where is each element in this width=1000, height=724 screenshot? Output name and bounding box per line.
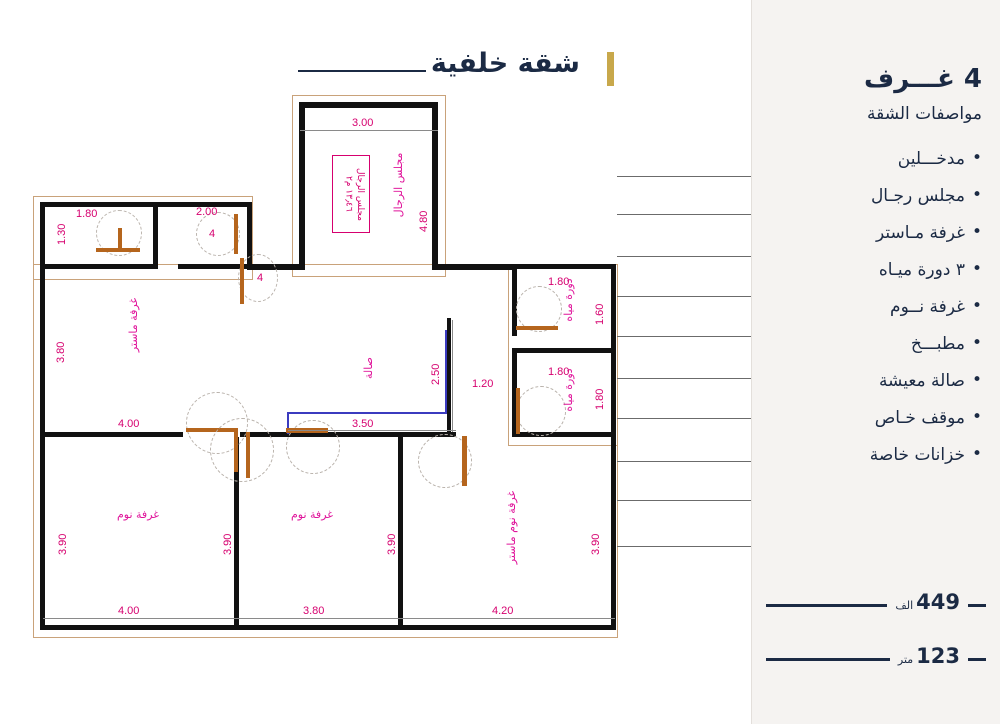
- dim-2-00: 2.00: [196, 206, 218, 218]
- wall-right-mid: [512, 348, 616, 353]
- bullet-icon: •: [971, 296, 982, 316]
- list-item: [767, 436, 982, 473]
- dim-3-00: 3.00: [352, 117, 374, 129]
- door-leaf-2: [234, 214, 238, 254]
- dimline-right-vert: [452, 320, 453, 432]
- list-item: [767, 140, 982, 177]
- room-label-bed3: غرفة نوم ماستر: [505, 490, 518, 565]
- door-arc-9: [516, 386, 566, 436]
- bullet-icon: •: [971, 370, 982, 390]
- room-label-majlis-box: مجلس الرجال ١٣٫٤٦ م٢: [332, 155, 370, 233]
- dim-3-90-c: 3.90: [386, 533, 398, 555]
- door-leaf-7: [462, 436, 467, 486]
- wall-left-room-divider: [40, 264, 158, 269]
- list-item-label: موقف خـاص: [874, 407, 965, 428]
- area-value: 123متر: [890, 644, 968, 668]
- dim-4-00-bottom: 4.00: [118, 605, 140, 617]
- bullet-icon: •: [971, 222, 982, 242]
- price-unit: الف: [895, 599, 914, 612]
- dim-1-80-right-vert: 1.80: [594, 388, 606, 410]
- dim-3-90-b: 3.90: [222, 533, 234, 555]
- dim-1-80-top: 1.80: [76, 208, 98, 220]
- door-leaf-8: [516, 326, 558, 330]
- dim-4-80: 4.80: [418, 210, 430, 232]
- list-item-label: غرفة نــوم: [890, 296, 965, 317]
- dimline-top: [300, 130, 438, 131]
- dim-3-80-left: 3.80: [55, 341, 67, 363]
- wall-mid-horizontal4: [512, 432, 616, 437]
- specs-subtitle: مواصفات الشقة: [866, 104, 982, 124]
- page-title: شقة خلفية: [430, 48, 580, 79]
- dim-1-80-right-mid: 1.80: [548, 366, 570, 378]
- bullet-icon: •: [971, 259, 982, 279]
- price-measure: [766, 588, 986, 622]
- list-item-label: مدخـــلين: [897, 148, 965, 169]
- list-item-label: صالة معيشة: [878, 370, 965, 391]
- dim-2-50: 2.50: [430, 363, 442, 385]
- dim-1-20: 1.20: [472, 378, 494, 390]
- list-item-label: مجلس رجـال: [870, 185, 965, 206]
- service-line-vertical2: [445, 330, 447, 414]
- list-item-label: غرفة مـاستر: [876, 222, 965, 243]
- dim-4-00-mid: 4.00: [118, 418, 140, 430]
- room-label-hall: صالة: [362, 357, 375, 379]
- wall-majlis-top: [299, 102, 438, 108]
- bullet-icon: •: [971, 333, 982, 353]
- list-item: [767, 288, 982, 325]
- wall-mid-horizontal: [40, 432, 183, 437]
- area-unit: متر: [897, 653, 914, 666]
- dimline-bottom: [43, 618, 615, 619]
- wall-center-vert: [447, 318, 451, 434]
- list-item: [767, 399, 982, 436]
- dimline-mid: [288, 430, 456, 431]
- room-label-majlis: مجلس الرجال: [392, 152, 405, 218]
- rooms-count-title: 4 غـــرف: [864, 64, 982, 94]
- door-leaf-1b: [118, 228, 122, 252]
- list-item-label: مطبـــخ: [910, 333, 965, 354]
- specs-panel: [751, 0, 1000, 724]
- room-label-wc1: دورة مياه: [562, 278, 575, 322]
- door-leaf-9: [516, 388, 520, 434]
- door-arc-5: [210, 418, 274, 482]
- dim-4-a: 4: [209, 228, 216, 240]
- dim-3-50: 3.50: [352, 418, 374, 430]
- list-item-label: خزانات خاصة: [869, 444, 965, 465]
- wall-bottom-div2: [398, 437, 403, 630]
- dim-3-90-a: 3.90: [57, 533, 69, 555]
- list-item: [767, 177, 982, 214]
- dim-1-80-right-top: 1.80: [548, 276, 570, 288]
- list-item: [767, 214, 982, 251]
- wall-right-outer: [611, 264, 616, 630]
- room-label-bed1: غرفة نوم: [116, 508, 160, 521]
- wall-left-top: [40, 202, 252, 207]
- area-measure: [766, 642, 986, 676]
- room-label-wc2: دورة مياه: [562, 368, 575, 412]
- list-item: [767, 362, 982, 399]
- bullet-icon: •: [971, 148, 982, 168]
- price-value: 449الف: [887, 590, 968, 614]
- bullet-icon: •: [971, 185, 982, 205]
- dim-4-20: 4.20: [492, 605, 514, 617]
- wall-majlis-bottom-right: [432, 264, 516, 270]
- wall-left-inner-vert: [153, 207, 158, 264]
- room-label-kitchen: غرفة ماستر: [127, 297, 140, 353]
- wall-majlis-right: [432, 102, 438, 270]
- wall-majlis-left: [299, 102, 305, 270]
- bullet-icon: •: [971, 407, 982, 427]
- dim-1-30: 1.30: [56, 223, 68, 245]
- dim-3-90-d: 3.90: [590, 533, 602, 555]
- dim-1-60: 1.60: [594, 303, 606, 325]
- list-item: [767, 325, 982, 362]
- dim-3-80-bottom: 3.80: [303, 605, 325, 617]
- bullet-icon: •: [971, 444, 982, 464]
- service-line-horizontal: [287, 412, 447, 414]
- dim-4-b: 4: [257, 272, 264, 284]
- list-item: [767, 251, 982, 288]
- room-label-bed2: غرفة نوم: [290, 508, 334, 521]
- wall-right-top: [512, 264, 616, 269]
- wall-bottom-outer: [40, 625, 616, 630]
- door-leaf-3: [240, 258, 244, 304]
- specs-feature-list: [767, 140, 982, 473]
- list-item-label: ٣ دورة ميـاه: [878, 259, 965, 280]
